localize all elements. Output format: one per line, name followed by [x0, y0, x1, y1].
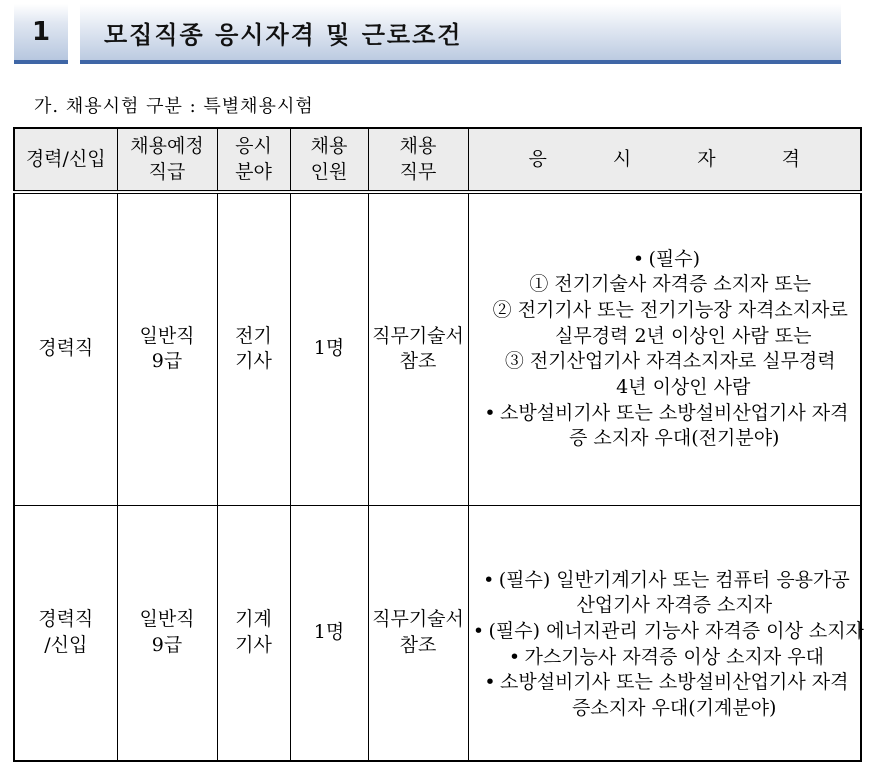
cell-grade: 일반직 9급	[117, 505, 217, 761]
section-number: 1	[14, 4, 68, 64]
qualification-item: • (필수) 에너지관리 기능사 자격증 이상 소지자	[472, 620, 864, 643]
qualification-item: • (필수)	[632, 247, 701, 270]
header-grade: 채용예정 직급	[117, 128, 217, 192]
exam-type-subtitle: 가. 채용시험 구분 : 특별채용시험	[34, 96, 314, 117]
header-qualification: 응 시 자 격	[468, 128, 861, 192]
header-duty: 채용 직무	[368, 128, 468, 192]
cell-duty: 직무기술서 참조	[368, 192, 468, 505]
header-count: 채용 인원	[290, 128, 368, 192]
cell-count: 1명	[290, 192, 368, 505]
cell-duty: 직무기술서 참조	[368, 505, 468, 761]
cell-field: 기계 기사	[217, 505, 290, 761]
table-header-row	[14, 128, 861, 192]
header-field: 응시 분야	[217, 128, 290, 192]
cell-type: 경력직	[14, 192, 117, 505]
cell-type: 경력직 /신입	[14, 505, 117, 761]
cell-field: 전기 기사	[217, 192, 290, 505]
qualification-item: 4년 이상인 사람	[616, 375, 751, 398]
cell-grade: 일반직 9급	[117, 192, 217, 505]
qualification-item: 증소지자 우대(기계분야)	[572, 697, 777, 720]
qualification-table	[13, 127, 862, 762]
cell-qualifications	[468, 192, 861, 505]
qualification-item: ② 전기기사 또는 전기기능장 자격소지자로	[492, 298, 848, 321]
qualification-item: 실무경력 2년 이상인 사람 또는	[555, 324, 812, 347]
section-title: 모집직종 응시자격 및 근로조건	[80, 4, 841, 64]
qualification-item: ① 전기기술사 자격증 소지자 또는	[529, 273, 812, 296]
table-row	[14, 505, 861, 761]
qualification-item: • 소방설비기사 또는 소방설비산업기사 자격	[484, 401, 849, 424]
qualification-item: • (필수) 일반기계기사 또는 컴퓨터 응용가공	[483, 568, 850, 591]
cell-count: 1명	[290, 505, 368, 761]
header-type: 경력/신입	[14, 128, 117, 192]
section-header	[14, 4, 841, 64]
qualification-item: • 소방설비기사 또는 소방설비산업기사 자격	[484, 671, 849, 694]
qualification-item: 증 소지자 우대(전기분야)	[569, 427, 780, 450]
cell-qualifications	[468, 505, 864, 761]
table-row	[14, 192, 861, 505]
qualification-item: • 가스기능사 자격증 이상 소지자 우대	[508, 645, 824, 668]
qualification-item: 산업기사 자격증 소지자	[576, 594, 773, 617]
qualification-item: ③ 전기산업기사 자격소지자로 실무경력	[504, 350, 836, 373]
